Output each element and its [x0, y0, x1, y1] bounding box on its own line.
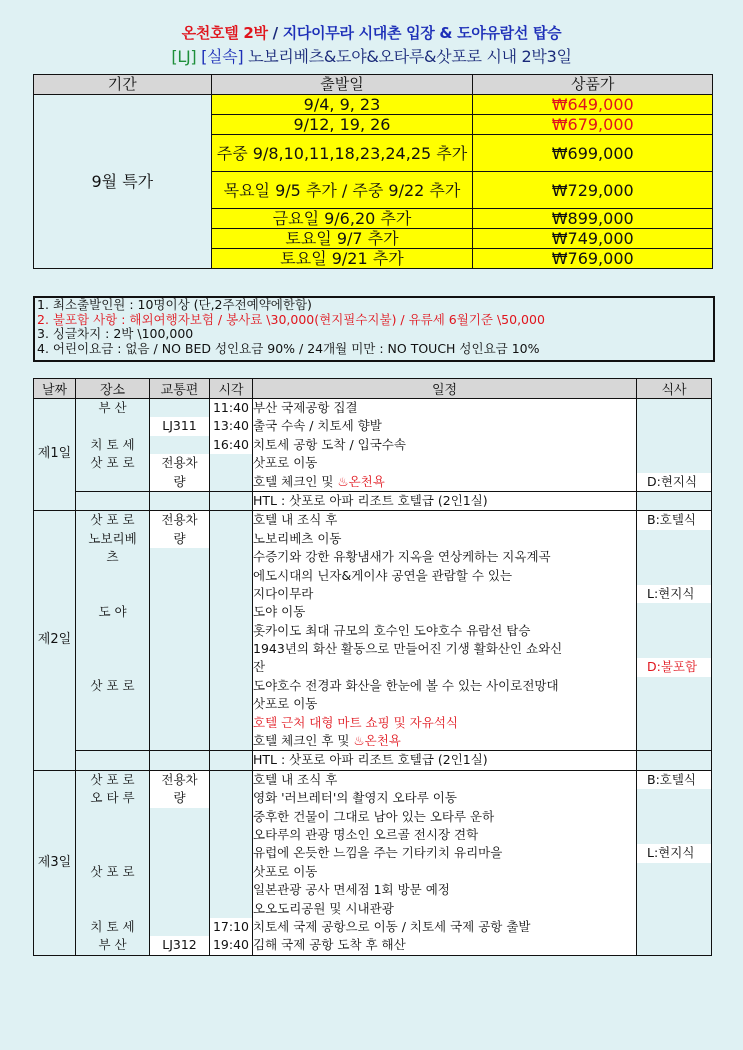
time-line	[210, 530, 252, 548]
plan-line: 홋카이도 최대 규모의 호수인 도야호수 유람선 탑승	[253, 622, 636, 640]
time-line	[210, 548, 252, 566]
price-header-row	[34, 75, 713, 95]
note-line: 2. 불포함 사항 : 해외여행자보험 / 봉사료 \30,000(현지필수지불) / 유류세 6월기준 \50,000	[37, 311, 545, 327]
plan-line: 삿포로 이동	[253, 863, 636, 881]
hotel-spacer	[210, 491, 252, 510]
time-line	[210, 863, 252, 881]
plan-line: 1943년의 화산 활동으로 만들어진 기생 활화산인 쇼와신	[253, 640, 636, 658]
plan-line: 치토세 공항 도착 / 입국수속	[253, 436, 636, 454]
price-table	[33, 74, 713, 269]
time-line: 13:40	[210, 417, 252, 435]
place-line: 삿 포 로	[90, 512, 135, 528]
transport-line	[150, 714, 209, 732]
place-line: 삿 포 로	[90, 677, 135, 693]
place-line	[76, 658, 149, 676]
price-value: ₩649,000	[473, 95, 713, 115]
time-line	[210, 808, 252, 826]
meal-line	[637, 548, 711, 566]
meal-cell	[637, 770, 712, 955]
time-line	[210, 881, 252, 899]
place-cell	[76, 770, 150, 955]
place-line: 삿 포 로	[90, 771, 135, 787]
transport-line	[150, 732, 209, 750]
plan-line: 영화 '러브레터'의 촬영지 오타루 이동	[253, 789, 636, 807]
plan-cell	[253, 399, 637, 511]
place-line	[76, 417, 149, 435]
hotel-spacer	[76, 750, 149, 769]
transport-line	[150, 918, 209, 936]
meal-line	[637, 789, 711, 807]
place-line	[76, 567, 149, 585]
plan-line: 오타루의 관광 명소인 오르골 전시장 견학	[253, 826, 636, 844]
place-line	[76, 808, 149, 826]
time-line	[210, 789, 252, 807]
hotel-line: HTL : 삿포로 아파 리조트 호텔급 (2인1실)	[253, 750, 636, 769]
plan-line: 잔	[253, 658, 636, 676]
place-line: 부 산	[98, 400, 127, 415]
time-line	[210, 603, 252, 621]
transport-line: LJ312	[150, 936, 209, 954]
price-value: ₩899,000	[473, 209, 713, 229]
departure-dates: 토요일 9/7 추가	[211, 229, 473, 249]
place-line: 부 산	[98, 937, 127, 953]
hot-spring-text: ♨온천욕	[353, 733, 401, 749]
time-cell	[210, 770, 253, 955]
place-line	[76, 900, 149, 918]
plan-line: 수증기와 강한 유황냄새가 지옥을 연상케하는 지옥계곡	[253, 548, 636, 566]
transport-line	[150, 881, 209, 899]
hotel-spacer	[76, 491, 149, 510]
transport-line	[150, 677, 209, 695]
transport-line: 전용차	[150, 511, 209, 529]
plan-line: 호텔 내 조식 후	[253, 511, 636, 529]
meal-line: D:불포함	[637, 658, 711, 676]
hotel-spacer	[210, 750, 252, 769]
header-day: 날짜	[34, 379, 76, 399]
meal-line	[637, 881, 711, 899]
meal-line	[637, 622, 711, 640]
title-line-1	[0, 22, 743, 43]
note-line: 4. 어린이요금 : 없음 / NO BED 성인요금 90% / 24개월 미만 : NO TOUCH 성인요금 10%	[37, 340, 540, 356]
meal-line	[637, 417, 711, 435]
departure-dates: 9/4, 9, 23	[211, 95, 473, 115]
time-line	[210, 732, 252, 750]
plan-text: 호텔 체크인 및	[253, 473, 338, 489]
plan-text: 호텔 체크인 후 및	[253, 733, 354, 749]
time-cell	[210, 399, 253, 511]
plan-line: 오오도리공원 및 시내관광	[253, 900, 636, 918]
place-line: 치 토 세	[90, 918, 135, 934]
meal-line: B:호텔식	[637, 511, 711, 529]
transport-line: 량	[150, 789, 209, 807]
plan-line: 치토세 국제 공항으로 이동 / 치토세 국제 공항 출발	[253, 918, 636, 936]
meal-line	[637, 677, 711, 695]
meal-line	[637, 863, 711, 881]
plan-line	[253, 732, 636, 750]
place-line	[76, 826, 149, 844]
place-line: 치 토 세	[90, 436, 135, 452]
day-row	[34, 770, 712, 955]
meal-line	[637, 530, 711, 548]
place-line	[76, 714, 149, 732]
meal-line	[637, 640, 711, 658]
time-line	[210, 658, 252, 676]
transport-line	[150, 399, 209, 417]
header-period: 기간	[34, 75, 212, 95]
title-segment: 지다이무라 시대촌 입장 & 도야유람선 탑승	[282, 24, 562, 42]
schedule-header-row	[34, 379, 712, 399]
transport-line	[150, 900, 209, 918]
plan-line: 호텔 근처 대형 마트 쇼핑 및 자유석식	[253, 714, 636, 732]
time-line	[210, 473, 252, 491]
place-line: 도 야	[98, 604, 127, 620]
time-line	[210, 585, 252, 603]
time-line: 11:40	[210, 399, 252, 417]
plan-line: 출국 수속 / 치토세 향발	[253, 417, 636, 435]
plan-line	[253, 473, 636, 491]
place-cell	[76, 511, 150, 770]
plan-line: 부산 국제공항 집결	[253, 399, 636, 417]
hot-spring-text: ♨온천욕	[337, 473, 385, 489]
transport-line	[150, 567, 209, 585]
place-line: 츠	[106, 549, 119, 565]
plan-line: 삿포로 이동	[253, 695, 636, 713]
transport-line	[150, 863, 209, 881]
day-row	[34, 399, 712, 511]
time-line	[210, 622, 252, 640]
hotel-spacer	[637, 491, 711, 510]
day-label: 제1일	[34, 399, 76, 511]
plan-line: 김해 국제 공항 도착 후 해산	[253, 936, 636, 954]
place-line	[76, 473, 149, 491]
plan-line: 도야호수 전경과 화산을 한눈에 볼 수 있는 사이로전망대	[253, 677, 636, 695]
time-line	[210, 771, 252, 789]
place-line	[76, 695, 149, 713]
plan-cell	[253, 511, 637, 770]
place-line: 오 타 루	[90, 790, 135, 806]
transport-line	[150, 695, 209, 713]
departure-dates: 목요일 9/5 추가 / 주중 9/22 추가	[211, 172, 473, 209]
schedule-table	[33, 378, 712, 956]
transport-line: 전용차	[150, 771, 209, 789]
place-line: 노보리베	[88, 530, 137, 546]
place-line	[76, 622, 149, 640]
header-price: 상품가	[473, 75, 713, 95]
hotel-line: HTL : 삿포로 아파 리조트 호텔급 (2인1실)	[253, 491, 636, 510]
title-segment: /	[267, 24, 283, 42]
time-line	[210, 844, 252, 862]
title-line-2	[0, 44, 743, 67]
time-line	[210, 567, 252, 585]
transport-cell	[150, 511, 210, 770]
hotel-spacer	[150, 491, 209, 510]
time-line	[210, 677, 252, 695]
transport-line: LJ311	[150, 417, 209, 435]
meal-line	[637, 808, 711, 826]
meal-line: L:현지식	[637, 585, 711, 603]
transport-line	[150, 658, 209, 676]
place-line	[76, 844, 149, 862]
meal-line: B:호텔식	[637, 771, 711, 789]
meal-line	[637, 454, 711, 472]
header-transport: 교통편	[150, 379, 210, 399]
time-line	[210, 826, 252, 844]
place-line: 삿 포 로	[90, 455, 135, 471]
meal-cell	[637, 399, 712, 511]
meal-line	[637, 936, 711, 954]
hotel-spacer	[637, 750, 711, 769]
title-segment: 온천호텔 2박	[181, 24, 268, 42]
plan-line: 유럽에 온듯한 느낌을 주는 기타키치 유리마을	[253, 844, 636, 862]
time-line	[210, 640, 252, 658]
day-row	[34, 511, 712, 770]
meal-line	[637, 732, 711, 750]
header-time: 시각	[210, 379, 253, 399]
note-line: 1. 최소출발인원 : 10명이상 (단,2주전예약에한함)	[37, 297, 312, 312]
place-line	[76, 881, 149, 899]
plan-line: 에도시대의 닌자&게이샤 공연을 관람할 수 있는	[253, 567, 636, 585]
meal-cell	[637, 511, 712, 770]
transport-line	[150, 844, 209, 862]
meal-line: D:현지식	[637, 473, 711, 491]
header-place: 장소	[76, 379, 150, 399]
transport-line	[150, 808, 209, 826]
time-line	[210, 454, 252, 472]
title-segment: [LJ]	[171, 47, 202, 66]
departure-dates: 토요일 9/21 추가	[211, 249, 473, 269]
header-departure: 출발일	[211, 75, 473, 95]
price-value: ₩679,000	[473, 115, 713, 135]
plan-line: 지다이무라	[253, 585, 636, 603]
transport-line	[150, 622, 209, 640]
transport-line	[150, 436, 209, 454]
place-line	[76, 732, 149, 750]
time-line	[210, 695, 252, 713]
departure-dates: 금요일 9/6,20 추가	[211, 209, 473, 229]
time-line: 17:10	[210, 918, 252, 936]
plan-line: 노보리베츠 이동	[253, 530, 636, 548]
meal-line: L:현지식	[637, 844, 711, 862]
meal-line	[637, 695, 711, 713]
meal-line	[637, 436, 711, 454]
title-segment: [실속]	[201, 47, 249, 66]
departure-dates: 9/12, 19, 26	[211, 115, 473, 135]
price-row	[34, 95, 713, 115]
hotel-spacer	[150, 750, 209, 769]
plan-line: 중후한 건물이 그대로 남아 있는 오타루 운하	[253, 808, 636, 826]
plan-line: 도야 이동	[253, 603, 636, 621]
place-line	[76, 585, 149, 603]
transport-line	[150, 603, 209, 621]
plan-line: 일본관광 공사 면세점 1회 방문 예정	[253, 881, 636, 899]
meal-line	[637, 826, 711, 844]
header-meal: 식사	[637, 379, 712, 399]
header-plan: 일정	[253, 379, 637, 399]
place-cell	[76, 399, 150, 511]
departure-dates: 주중 9/8,10,11,18,23,24,25 추가	[211, 135, 473, 172]
transport-line	[150, 548, 209, 566]
place-line	[76, 640, 149, 658]
time-line: 19:40	[210, 936, 252, 954]
price-value: ₩699,000	[473, 135, 713, 172]
meal-line	[637, 714, 711, 732]
time-line: 16:40	[210, 436, 252, 454]
time-line	[210, 511, 252, 529]
period-cell: 9월 특가	[34, 95, 212, 269]
transport-line	[150, 585, 209, 603]
time-cell	[210, 511, 253, 770]
plan-line: 호텔 내 조식 후	[253, 771, 636, 789]
transport-line: 량	[150, 473, 209, 491]
price-value: ₩769,000	[473, 249, 713, 269]
meal-line	[637, 918, 711, 936]
transport-line	[150, 640, 209, 658]
transport-cell	[150, 399, 210, 511]
time-line	[210, 714, 252, 732]
plan-line: 삿포로 이동	[253, 454, 636, 472]
place-line: 삿 포 로	[90, 863, 135, 879]
note-line: 3. 싱글차지 : 2박 \100,000	[37, 326, 194, 341]
notes-box	[33, 296, 715, 362]
meal-line	[637, 900, 711, 918]
price-value: ₩729,000	[473, 172, 713, 209]
transport-line: 전용차	[150, 454, 209, 472]
meal-line	[637, 567, 711, 585]
title-segment: 노보리베츠&도야&오타루&삿포로 시내 2박3일	[248, 47, 572, 66]
transport-cell	[150, 770, 210, 955]
transport-line	[150, 826, 209, 844]
meal-line	[637, 399, 711, 417]
meal-line	[637, 603, 711, 621]
plan-cell	[253, 770, 637, 955]
day-label: 제3일	[34, 770, 76, 955]
price-value: ₩749,000	[473, 229, 713, 249]
day-label: 제2일	[34, 511, 76, 770]
transport-line: 량	[150, 530, 209, 548]
time-line	[210, 900, 252, 918]
